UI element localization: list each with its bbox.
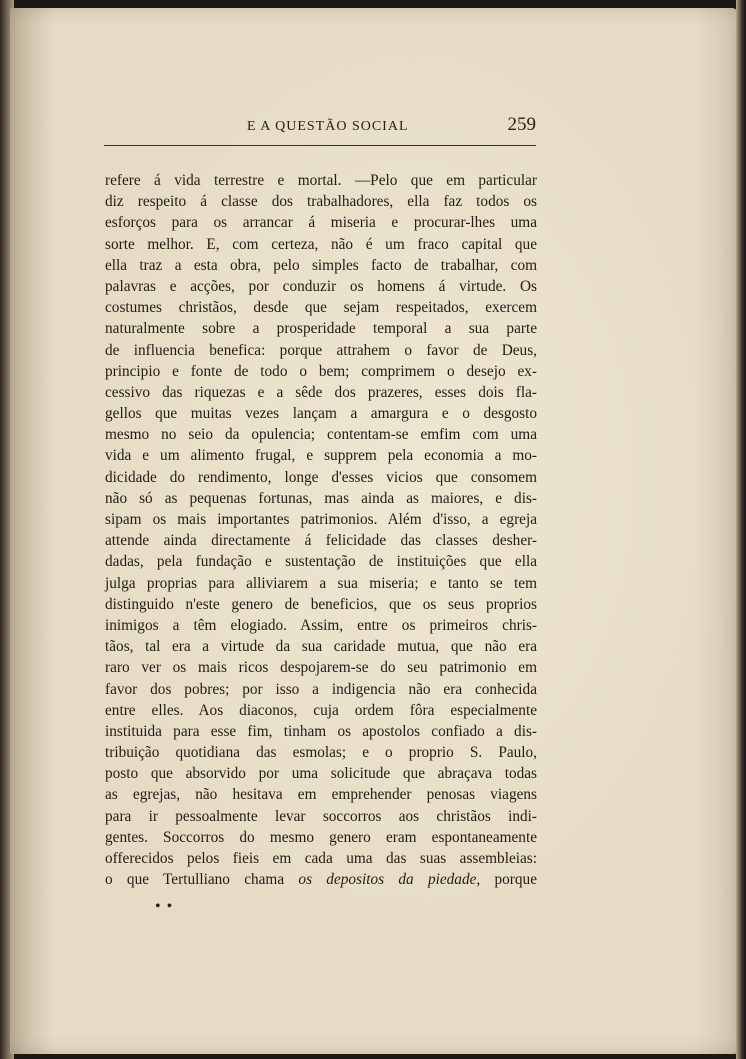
text-line: instituida para esse fim, tinham os apostolos confiado a dis-	[105, 722, 537, 740]
text-line: posto que absorvido por uma solicitude que abraçava todas	[105, 765, 537, 783]
text-line: tãos, tal era a virtude da sua caridade mutua, que não era	[105, 638, 537, 656]
last-line-start: o que Tertulliano chama	[105, 871, 299, 889]
text-line: gellos que muitas vezes lançam a amargura e o desgosto	[105, 405, 537, 423]
text-line: distinguido n'este genero de beneficios, que os seus proprios	[105, 595, 537, 613]
text-line: ella traz a esta obra, pelo simples facto de trabalhar, com	[105, 256, 537, 274]
italic-quote: os depositos da piedade,	[298, 871, 481, 889]
text-line: refere á vida terrestre e mortal. —Pelo que em particular	[105, 172, 537, 189]
text-line: julga proprias para alliviarem a sua miseria; e tanto se tem	[105, 574, 537, 592]
running-head	[104, 112, 538, 146]
text-line: de influencia benefica: porque attrahem o favor de Deus,	[105, 341, 537, 359]
running-title: E A QUESTÃO SOCIAL	[247, 119, 409, 134]
text-line-last	[105, 869, 537, 890]
text-line: palavras e acções, por conduzir os homens á virtude. Os	[105, 277, 537, 295]
text-line: raro ver os mais ricos despojarem-se do seu patrimonio em	[105, 659, 537, 677]
last-line-end: porque	[480, 871, 537, 889]
text-line: costumes christãos, desde que sejam respeitados, exercem	[105, 299, 537, 317]
text-line: attende ainda directamente á felicidade das classes desher-	[105, 532, 537, 550]
text-line: principio e fonte de todo o bem; comprimem o desejo ex-	[105, 362, 537, 380]
text-line: esforços para os arrancar á miseria e procurar-lhes uma	[105, 214, 537, 232]
text-line: vida e um alimento frugal, e supprem pela economia a mo-	[105, 447, 537, 465]
text-line: inimigos a têm elogiado. Assim, entre os primeiros chris-	[105, 616, 537, 634]
signature-mark: • •	[155, 898, 174, 915]
text-line: dicidade do rendimento, longe d'esses vicios que consomem	[105, 468, 537, 486]
text-line: tribuição quotidiana das esmolas; e o proprio S. Paulo,	[105, 744, 537, 762]
text-line: mesmo no seio da opulencia; contentam-se emfim com uma	[105, 426, 537, 444]
text-line: não só as pequenas fortunas, mas ainda as maiores, e dis-	[105, 489, 537, 507]
text-line: entre elles. Aos diaconos, cuja ordem fôra especialmente	[105, 701, 537, 719]
text-line: gentes. Soccorros do mesmo genero eram espontaneamente	[105, 828, 537, 846]
text-line: para ir pessoalmente levar soccorros aos christãos indi-	[105, 807, 537, 825]
text-line: diz respeito á classe dos trabalhadores, ella faz todos os	[105, 193, 537, 211]
body-text	[105, 170, 537, 890]
text-line: sipam os mais importantes patrimonios. Além d'isso, a egreja	[105, 511, 537, 528]
text-line: favor dos pobres; por isso a indigencia não era conhecida	[105, 680, 537, 698]
text-line: offerecidos pelos fieis em cada uma das suas assembleias:	[105, 850, 537, 867]
text-line: dadas, pela fundação e sustentação de instituições que ella	[105, 553, 537, 571]
text-line: cessivo das riquezas e a sêde dos prazeres, esses dois fla-	[105, 383, 537, 401]
page-number: 259	[507, 114, 536, 135]
text-line: sorte melhor. E, com certeza, não é um fraco capital que	[105, 235, 537, 253]
text-line: as egrejas, não hesitava em emprehender penosas viagens	[105, 786, 537, 804]
text-line: naturalmente sobre a prosperidade temporal a sua parte	[105, 320, 537, 338]
right-page-edge	[736, 0, 746, 1059]
header-rule	[104, 145, 536, 146]
